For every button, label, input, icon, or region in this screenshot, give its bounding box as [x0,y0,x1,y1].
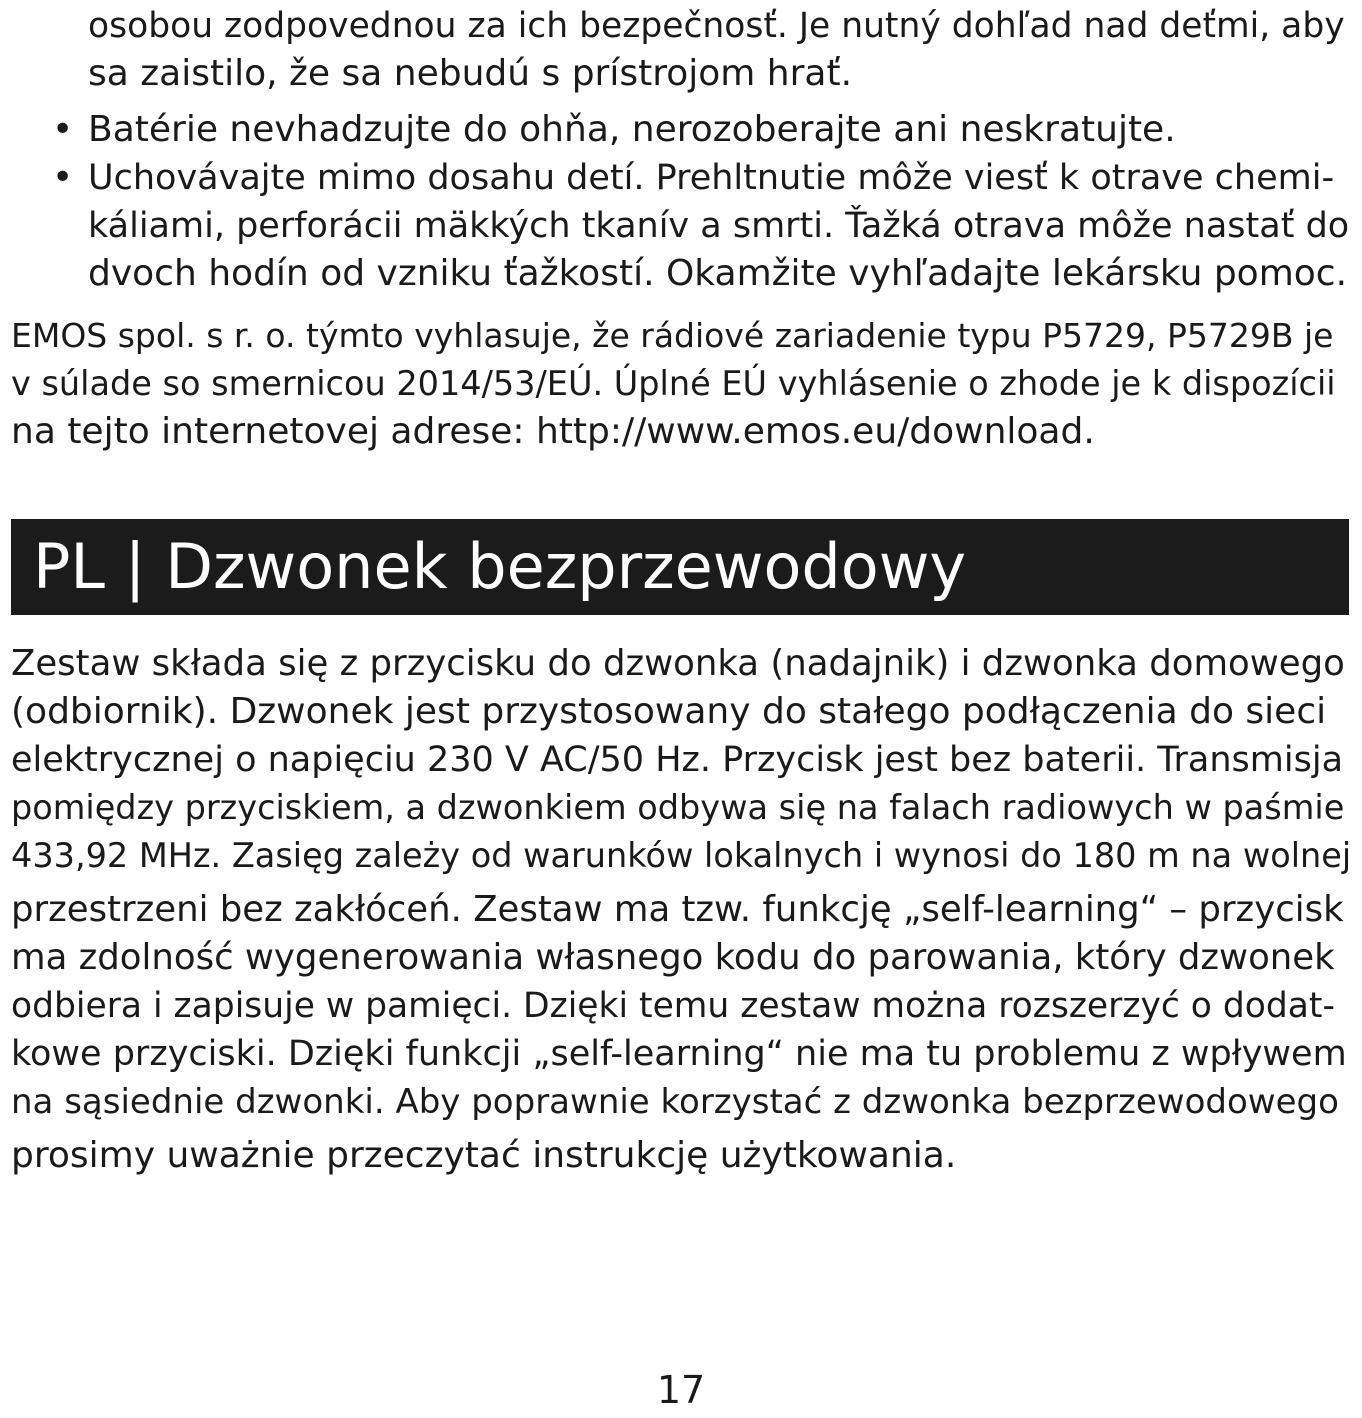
section-heading: PL | Dzwonek bezprzewodowy [33,530,967,603]
sk-declaration-line-1: EMOS spol. s r. o. týmto vyhlasuje, že rádiové zariadenie typu P5729, P5729B je [11,316,1334,355]
bullet-marker: • [52,157,74,198]
pl-paragraph-line-2: (odbiornik). Dzwonek jest przystosowany do stałego podłączenia do sieci [11,691,1327,732]
pl-paragraph-line-3: elektrycznej o napięciu 230 V AC/50 Hz. Przycisk jest bez baterii. Transmisja [11,740,1344,780]
page-number: 17 [656,1368,706,1412]
sk-bullet-1-line-1: Batérie nevhadzujte do ohňa, nerozoberajte ani neskratujte. [88,109,1176,150]
pl-paragraph-line-7: ma zdolność wygenerowania własnego kodu do parowania, który dzwonek [11,937,1335,978]
bullet-marker: • [52,109,74,150]
sk-bullet-2-line-2: káliami, perforácii mäkkých tkanív a smrti. Ťažká otrava môže nastať do [88,206,1350,246]
pl-paragraph-line-8: odbiera i zapisuje w pamięci. Dzięki temu zestaw można rozszerzyć o dodat- [11,986,1335,1026]
pl-paragraph-line-6: przestrzeni bez zakłóceń. Zestaw ma tzw. funkcję „self-learning“ – przycisk [11,889,1344,930]
sk-declaration-line-2: v súlade so smernicou 2014/53/EÚ. Úplné EÚ vyhlásenie o zhode je k dispozícii [11,364,1336,403]
sk-continuation-line-2: sa zaistilo, že sa nebudú s prístrojom hrať. [88,53,853,94]
pl-paragraph-line-11: prosimy uważnie przeczytać instrukcję użytkowania. [11,1135,957,1176]
section-heading-bar [11,519,1349,615]
sk-bullet-2-line-1: Uchovávajte mimo dosahu detí. Prehltnutie môže viesť k otrave chemi- [88,158,1335,198]
pl-paragraph-line-9: kowe przyciski. Dzięki funkcji „self-learning“ nie ma tu problemu z wpływem [11,1034,1347,1074]
sk-declaration-line-3: na tejto internetovej adrese: http://www.emos.eu/download. [11,411,1095,452]
sk-continuation-line-1: osobou zodpovednou za ich bezpečnosť. Je nutný dohľad nad deťmi, aby [88,6,1345,46]
sk-bullet-2-line-3: dvoch hodín od vzniku ťažkostí. Okamžite vyhľadajte lekársku pomoc. [88,253,1348,294]
pl-paragraph-line-5: 433,92 MHz. Zasięg zależy od warunków lokalnych i wynosi do 180 m na wolnej [11,836,1352,875]
pl-paragraph-line-10: na sąsiednie dzwonki. Aby poprawnie korzystać z dzwonka bezprzewodowego [11,1082,1339,1122]
pl-paragraph-line-1: Zestaw składa się z przycisku do dzwonka (nadajnik) i dzwonka domowego [11,643,1345,684]
pl-paragraph-line-4: pomiędzy przyciskiem, a dzwonkiem odbywa się na falach radiowych w paśmie [11,788,1345,827]
